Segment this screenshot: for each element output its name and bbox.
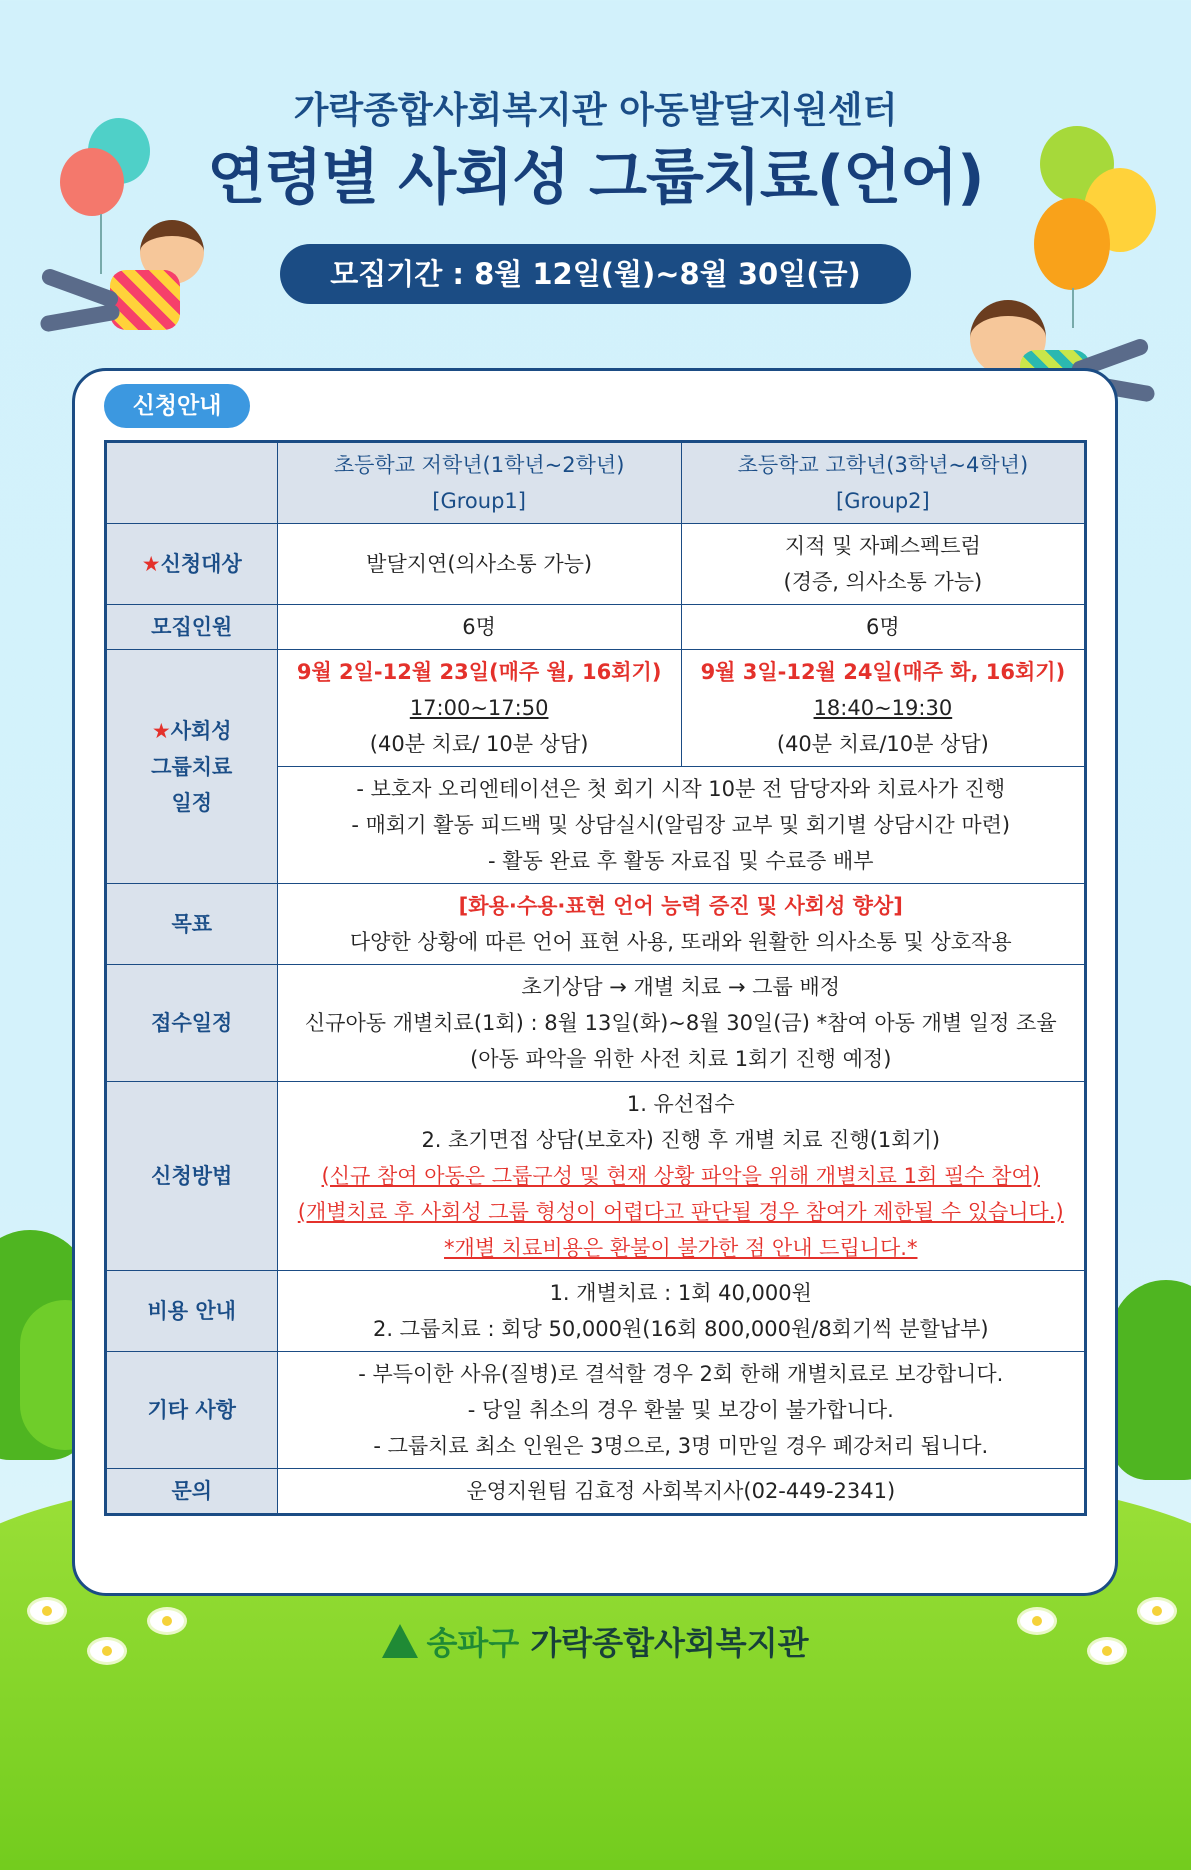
method-line2: 2. 초기면접 상담(보호자) 진행 후 개별 치료 진행(1회기) [421,1128,941,1152]
schedule-group2-detail: (40분 치료/10분 상담) [776,732,989,756]
cost-row [106,1271,1086,1352]
program-info-table [104,440,1087,1516]
group2-subtitle: [Group2] [836,489,930,513]
capacity-group2: 6명 [681,605,1085,650]
empty-corner-cell [106,442,278,524]
intake-row [106,965,1086,1082]
etc-label: 기타 사항 [106,1352,278,1469]
goal-label: 목표 [106,884,278,965]
method-row [106,1082,1086,1271]
footer-organization: 가락종합사회복지관 [530,1624,809,1662]
group1-title: 초등학교 저학년(1학년~2학년) [333,453,625,477]
cost-label: 비용 안내 [106,1271,278,1352]
target-group2-line2: (경증, 의사소통 가능) [783,570,983,594]
page-title: 연령별 사회성 그룹치료(언어) [207,143,984,213]
intake-line2: 신규아동 개별치료(1회) : 8월 13일(화)~8월 30일(금) *참여 아동 개별 일정 조율 [304,1011,1057,1035]
method-notice2: (개별치료 후 사회성 그룹 형성이 어렵다고 판단될 경우 참여가 제한될 수 있습니다.) [297,1200,1064,1224]
intake-line1: 초기상담 → 개별 치료 → 그룹 배정 [521,975,841,999]
schedule-group2 [681,650,1085,767]
capacity-row [106,605,1086,650]
child-body [110,270,180,330]
method-line1: 1. 유선접수 [626,1092,735,1116]
group2-header [681,442,1085,524]
schedule-group1-time: 17:00~17:50 [409,696,549,720]
schedule-note: - 활동 완료 후 활동 자료집 및 수료증 배부 [487,849,874,873]
capacity-label: 모집인원 [106,605,278,650]
tree-right-illustration [1111,1280,1191,1480]
schedule-label-line1: 사회성 [170,718,232,743]
etc-line2: - 당일 취소의 경우 환불 및 보강이 불가합니다. [467,1398,894,1422]
child-leg [40,267,121,309]
footer-logo [0,1618,1191,1664]
child-leg [39,303,121,333]
goal-text: 다양한 상황에 따른 언어 표현 사용, 또래와 원활한 의사소통 및 상호작용 [349,930,1012,954]
goal-content [277,884,1085,965]
schedule-group2-dates: 9월 3일-12월 24일(매주 화, 16회기) [700,660,1066,684]
contact-content: 운영지원팀 김효정 사회복지사(02-449-2341) [277,1469,1085,1515]
intake-label: 접수일정 [106,965,278,1082]
method-content [277,1082,1085,1271]
target-group1: 발달지연(의사소통 가능) [277,524,681,605]
schedule-group1 [277,650,681,767]
organization-subtitle: 가락종합사회복지관 아동발달지원센터 [293,90,898,131]
schedule-group2-time: 18:40~19:30 [813,696,953,720]
etc-line1: - 부득이한 사유(질병)로 결석할 경우 2회 한해 개별치료로 보강합니다. [358,1362,1004,1386]
target-label-text: 신청대상 [160,552,242,576]
cost-line1: 1. 개별치료 : 1회 40,000원 [549,1281,812,1305]
contact-row [106,1469,1086,1515]
contact-label: 문의 [106,1469,278,1515]
schedule-group1-detail: (40분 치료/ 10분 상담) [369,732,589,756]
star-icon: ★ [141,552,161,576]
schedule-row [106,650,1086,767]
group1-subtitle: [Group1] [432,489,526,513]
method-notice3: *개별 치료비용은 환불이 불가한 점 안내 드립니다.* [444,1236,918,1260]
star-icon: ★ [151,718,171,743]
method-label: 신청방법 [106,1082,278,1271]
schedule-group1-dates: 9월 2일-12월 23일(매주 월, 16회기) [296,660,662,684]
intake-content [277,965,1085,1082]
method-notice1: (신규 참여 아동은 그룹구성 및 현재 상황 파악을 위해 개별치료 1회 필수 참여) [321,1164,1040,1188]
intake-line3: (아동 파악을 위한 사전 치료 1회기 진행 예정) [470,1047,892,1071]
capacity-group1: 6명 [277,605,681,650]
etc-content [277,1352,1085,1469]
etc-line3: - 그룹치료 최소 인원은 3명으로, 3명 미만일 경우 폐강처리 됩니다. [373,1434,989,1458]
schedule-label-line3: 일정 [171,790,213,815]
cost-content [277,1271,1085,1352]
child-illustration-left [40,200,220,340]
target-label [106,524,278,605]
group2-title: 초등학교 고학년(3학년~4학년) [737,453,1029,477]
schedule-note: - 보호자 오리엔테이션은 첫 회기 시작 10분 전 담당자와 치료사가 진행 [356,777,1006,801]
table-header-row [106,442,1086,524]
schedule-label [106,650,278,884]
cost-line2: 2. 그룹치료 : 회당 50,000원(16회 800,000원/8회기씩 분할납부) [372,1317,989,1341]
etc-row [106,1352,1086,1469]
district-name: 송파구 [426,1624,520,1662]
tree-logo-icon [382,1624,418,1658]
recruitment-period-banner: 모집기간 : 8월 12일(월)~8월 30일(금) [280,244,911,304]
schedule-notes [277,767,1085,884]
group1-header [277,442,681,524]
target-group2 [681,524,1085,605]
schedule-label-line2: 그룹치료 [151,754,233,779]
target-group2-line1: 지적 및 자폐스펙트럼 [784,534,981,558]
target-row [106,524,1086,605]
schedule-note: - 매회기 활동 피드백 및 상담실시(알림장 교부 및 회기별 상담시간 마련) [351,813,1011,837]
goal-row [106,884,1086,965]
application-info-tab: 신청안내 [104,384,250,428]
goal-highlight: [화용·수용·표현 언어 능력 증진 및 사회성 향상] [458,894,903,918]
